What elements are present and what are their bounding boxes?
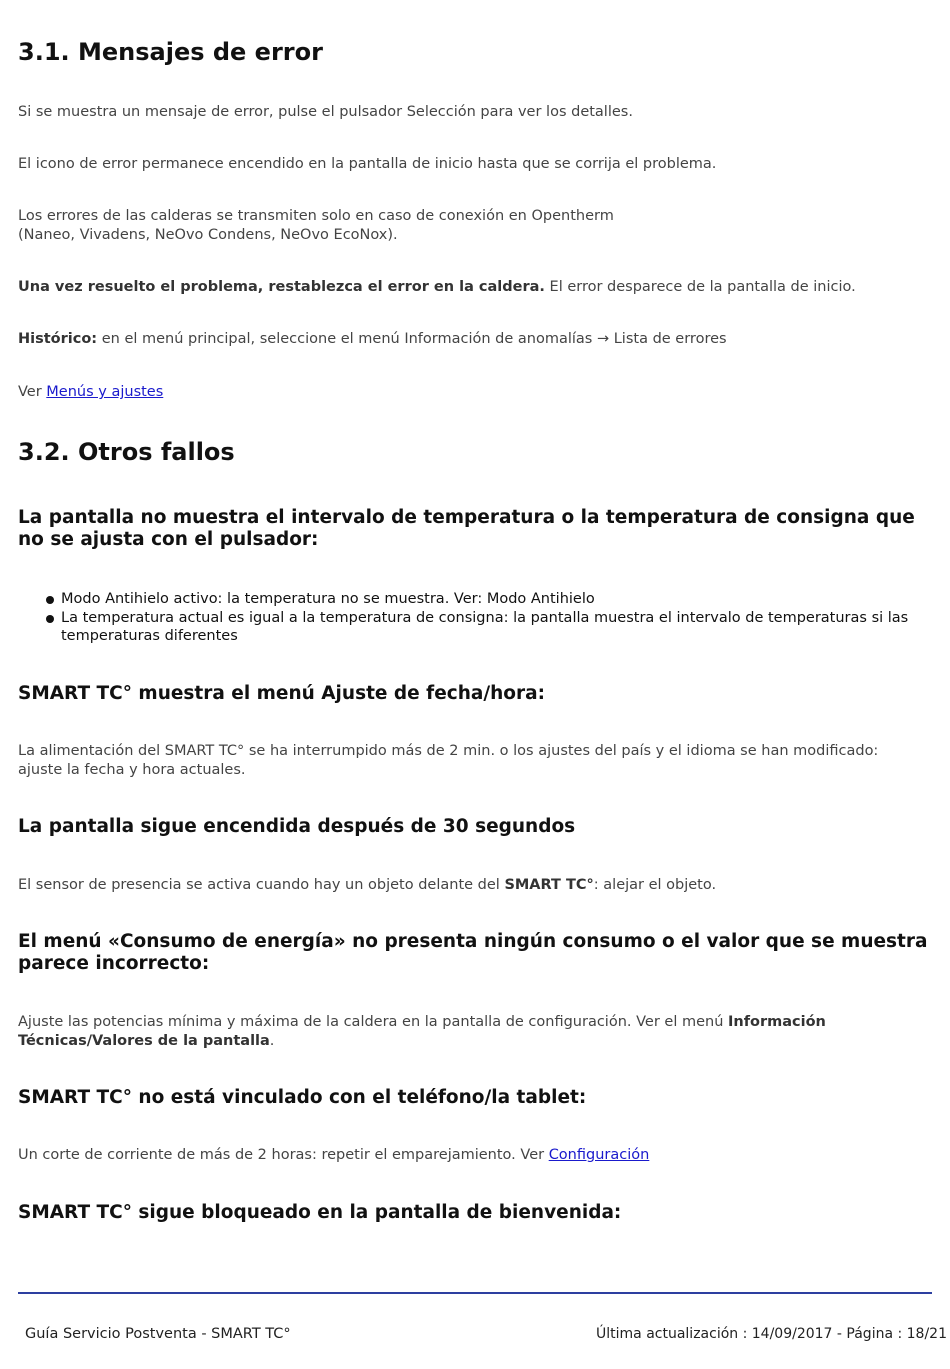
paragraph-opentherm-line2: (Naneo, Vivadens, NeOvo Condens, NeOvo EcoNox). [18, 227, 398, 243]
history-rest: en el menú principal, seleccione el menú Información de anomalías → Lista de errores [97, 331, 727, 347]
bullet-text-antifreeze: Modo Antihielo activo: la temperatura no se muestra. Ver: Modo Antihielo [61, 591, 595, 607]
bullet-icon [46, 615, 54, 623]
presence-sensor-suffix: : alejar el objeto. [593, 877, 717, 893]
see-menus-prefix: Ver [18, 384, 47, 400]
boiler-power-suffix: . [269, 1033, 275, 1049]
paragraph-see-menus [18, 383, 938, 402]
configuration-link[interactable]: Configuración [548, 1147, 650, 1163]
list-item-continuation [46, 627, 950, 646]
bullet-text-continuation: temperaturas diferentes [61, 628, 238, 644]
footer-document-title: Guía Servicio Postventa - SMART TC° [25, 1326, 291, 1342]
boiler-power-bold: Información Técnicas/Valores de la pantalla [18, 1014, 826, 1049]
paragraph-error-details: Si se muestra un mensaje de error, pulse el pulsador Selección para ver los detalles. [18, 104, 633, 120]
bullet-list-display [46, 590, 950, 646]
boiler-power-prefix: Ajuste las potencias mínima y máxima de la caldera en la pantalla de configuración. Ver el menú [18, 1014, 728, 1030]
paragraph-reset-error [18, 278, 938, 297]
bullet-text-temperature: La temperatura actual es igual a la temperatura de consigna: la pantalla muestra el intervalo de temperaturas si las [61, 609, 909, 626]
paragraph-presence-sensor [18, 876, 938, 895]
list-item [46, 609, 950, 628]
paragraph-power-cut [18, 1146, 938, 1165]
heading-energy-consumption: El menú «Consumo de energía» no presenta ningún consumo o el valor que se muestra parece incorrecto: [18, 931, 928, 974]
presence-sensor-bold: SMART TC° [504, 877, 594, 893]
heading-screen-stays-on: La pantalla sigue encendida después de 30 segundos [18, 816, 576, 837]
paragraph-history [18, 330, 938, 349]
history-bold: Histórico: [18, 331, 98, 347]
reset-error-bold: Una vez resuelto el problema, restablezca el error en la caldera. [18, 279, 545, 295]
reset-error-rest: El error desparece de la pantalla de inicio. [544, 279, 856, 295]
heading-display-temperature: La pantalla no muestra el intervalo de temperatura o la temperatura de consigna que no se ajusta con el pulsador: [18, 507, 915, 550]
footer-divider [18, 1292, 932, 1294]
bullet-icon [46, 596, 54, 604]
section-title-error-messages: 3.1. Mensajes de error [18, 38, 323, 66]
paragraph-opentherm-line1: Los errores de las calderas se transmiten solo en caso de conexión en Opentherm [18, 208, 614, 224]
paragraph-opentherm [18, 207, 938, 245]
menus-settings-link[interactable]: Menús y ajustes [46, 384, 164, 400]
power-cut-prefix: Un corte de corriente de más de 2 horas: repetir el emparejamiento. Ver [18, 1147, 549, 1163]
power-interrupted-line2: ajuste la fecha y hora actuales. [18, 762, 246, 778]
list-item [46, 590, 950, 609]
heading-welcome-screen-locked: SMART TC° sigue bloqueado en la pantalla de bienvenida: [18, 1202, 622, 1223]
paragraph-error-icon: El icono de error permanece encendido en la pantalla de inicio hasta que se corrija el problema. [18, 156, 717, 172]
section-title-other-failures: 3.2. Otros fallos [18, 438, 235, 466]
heading-phone-not-linked: SMART TC° no está vinculado con el teléfono/la tablet: [18, 1087, 587, 1108]
power-interrupted-line1: La alimentación del SMART TC° se ha interrumpido más de 2 min. o los ajustes del país y el idioma se han modificado: [18, 743, 879, 759]
paragraph-power-interrupted [18, 742, 938, 780]
paragraph-boiler-power [18, 1013, 938, 1051]
presence-sensor-prefix: El sensor de presencia se activa cuando hay un objeto delante del [18, 877, 505, 893]
footer-page-info: Última actualización : 14/09/2017 - Página : 18/21 [596, 1326, 947, 1342]
heading-date-time-menu: SMART TC° muestra el menú Ajuste de fecha/hora: [18, 683, 546, 704]
